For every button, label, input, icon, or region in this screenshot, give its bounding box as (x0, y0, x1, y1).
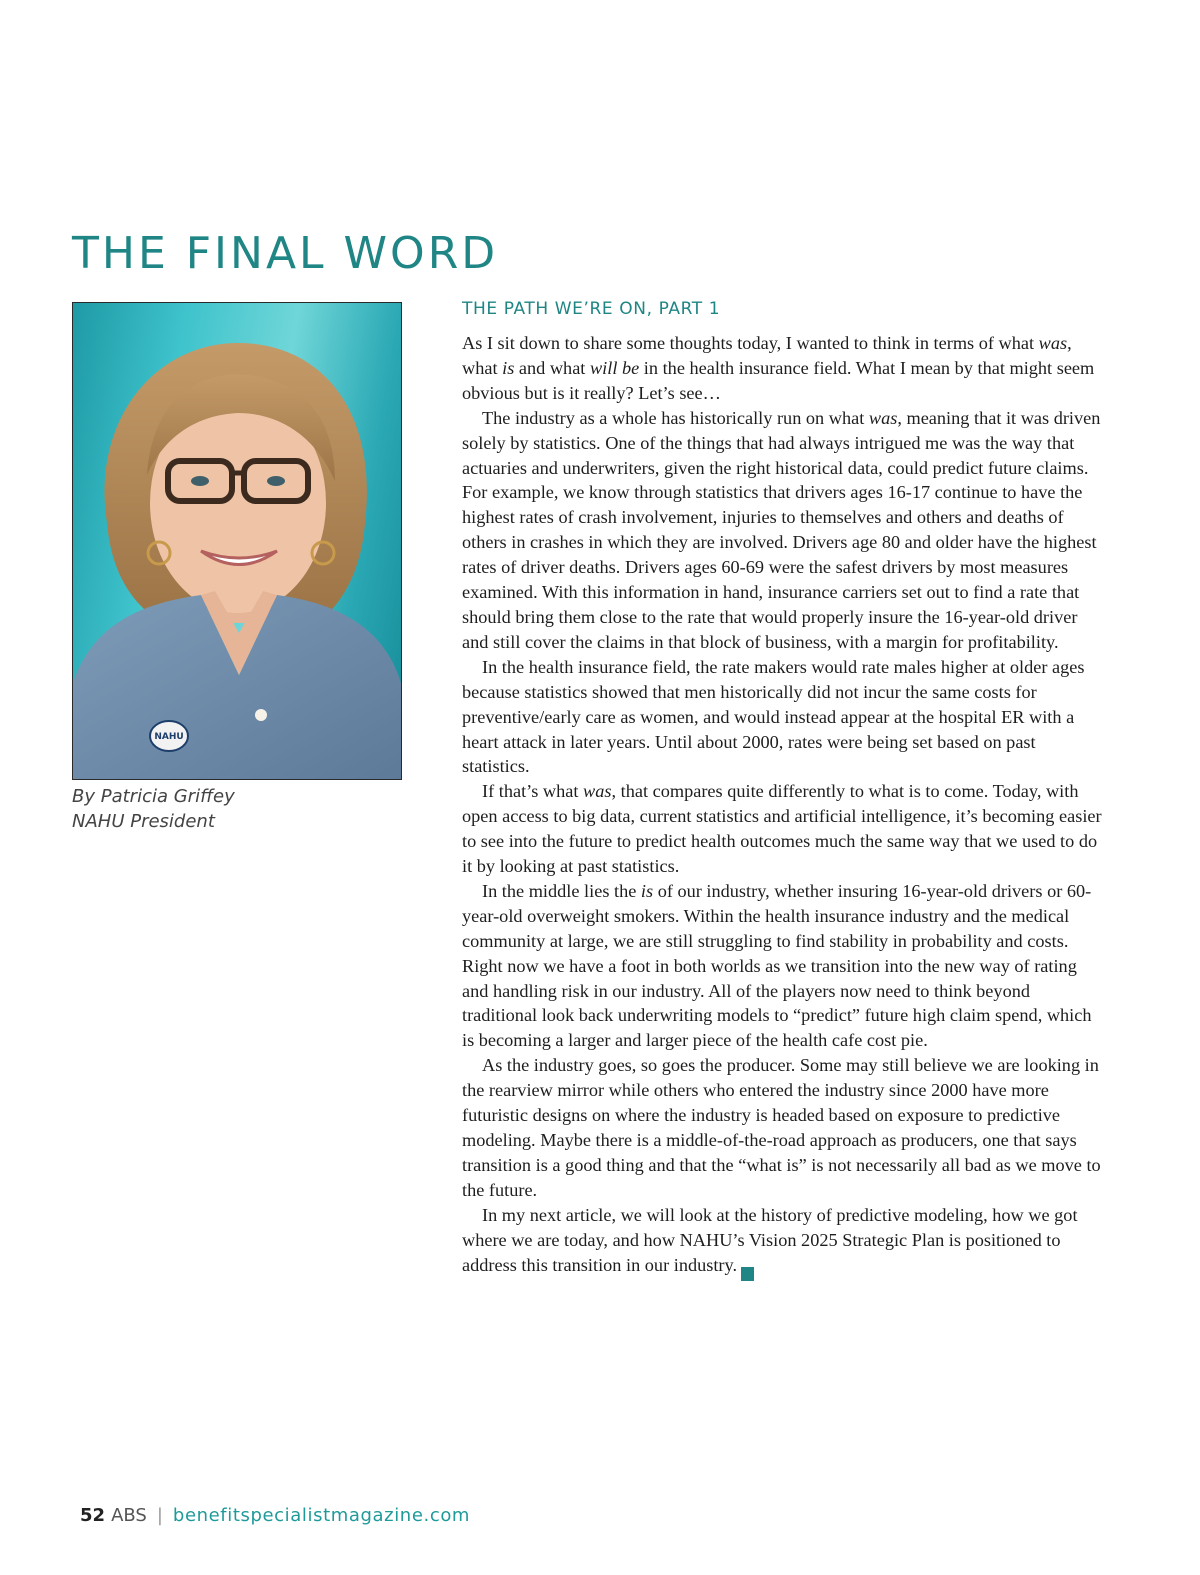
author-portrait-illustration (73, 303, 401, 779)
emphasis-was: was (583, 781, 612, 802)
article (462, 297, 1102, 1281)
page-title: THE FINAL WORD (72, 228, 499, 279)
emphasis-will-be: will be (589, 357, 640, 378)
author-name: By Patricia Griffey (72, 786, 235, 807)
paragraph-6: As the industry goes, so goes the producer. Some may still believe we are looking in the rearview mirror while others who entered the industry since 2000 have more futuristic designs on where the industry is headed based on exposure to predictive modeling. Maybe there is a middle-of-the-road approach as producers, one that says transition is a good thing and that the “what is” is not necessarily all bad as we move to the future. (462, 1055, 1101, 1200)
text-run: in the health insurance field. What I mean by that might seem obvious but is it really? Let’s see… (462, 357, 1095, 403)
paragraph-7 (462, 1203, 1102, 1281)
text-run: of our industry, whether insuring 16-year-old drivers or 60-year-old overweight smokers. Within the health insurance industry and the medical community at large, we are still struggling to find stability in probability and costs. Right now we have a foot in both worlds as we transition into the new way of rating and handling risk in our industry. All of the players now need to think beyond traditional look back underwriting models to “predict” future high claim spend, which is becoming a larger and larger piece of the health cafe cost pie. (462, 880, 1092, 1051)
author-photo (72, 302, 402, 780)
page-number: 52 (80, 1505, 106, 1526)
text-run: In the middle lies the (482, 880, 641, 901)
text-run: , that compares quite differently to what is to come. Today, with open access to big data, current statistics and artificial intelligence, it’s becoming easier to see into the future to predict health outcomes much the same way that we used to do it by looking at past statistics. (462, 781, 1102, 877)
text-run: , what (462, 333, 1072, 378)
text-run: The industry as a whole has historically run on what (482, 407, 869, 428)
article-subtitle: THE PATH WE’RE ON, PART 1 (462, 299, 721, 319)
text-run: If that’s what (482, 781, 584, 802)
footer-separator: | (156, 1505, 163, 1526)
abs-end-mark-icon: ABS (741, 1267, 754, 1281)
text-run: , meaning that it was driven solely by statistics. One of the things that had always intrigued me was the way that actuaries and underwriters, given the right historical data, could predict future claims. For example, we know through statistics that drivers ages 16-17 continue to have the highest rates of crash involvement, injuries to themselves and others and deaths of others in crashes in which they are involved. Drivers age 80 and older have the highest rates of driver deaths. Drivers ages 60-69 were the safest drivers by most measures examined. With this information in hand, insurance carriers set out to find a rate that should bring them close to the rate that would properly insure the 16-year-old driver and still cover the claims in that block of business, with a margin for profitability. (462, 407, 1101, 652)
author-role: NAHU President (72, 811, 215, 832)
text-run: In my next article, we will look at the history of predictive modeling, how we got where we are today, and how NAHU’s Vision 2025 Strategic Plan is positioned to address this transition in our industry. (462, 1204, 1078, 1275)
paragraph-5 (462, 879, 1102, 1053)
article-body (462, 331, 1102, 1281)
author-byline (72, 784, 412, 834)
website-link[interactable]: benefitspecialistmagazine.com (172, 1505, 471, 1526)
emphasis-was: was (1038, 333, 1068, 353)
magazine-name: ABS (111, 1505, 147, 1526)
paragraph-3: In the health insurance field, the rate makers would rate males higher at older ages because statistics showed that men historically did not incur the same costs for preventive/early care as women, and would instead appear at the hospital ER with a heart attack in later years. Until about 2000, rates were being set based on past statistics. (462, 656, 1085, 777)
emphasis-was: was (868, 407, 898, 428)
text-run: As I sit down to share some thoughts today, I wanted to think in terms of what (462, 333, 1039, 353)
paragraph-1 (462, 331, 1102, 406)
paragraph-2 (462, 406, 1102, 655)
paragraph-4 (462, 779, 1102, 879)
page-footer (80, 1503, 470, 1529)
text-run: and what (514, 357, 590, 378)
pin-text: NAHU (154, 732, 184, 742)
emphasis-is: is (640, 880, 654, 901)
emphasis-is: is (502, 357, 515, 378)
